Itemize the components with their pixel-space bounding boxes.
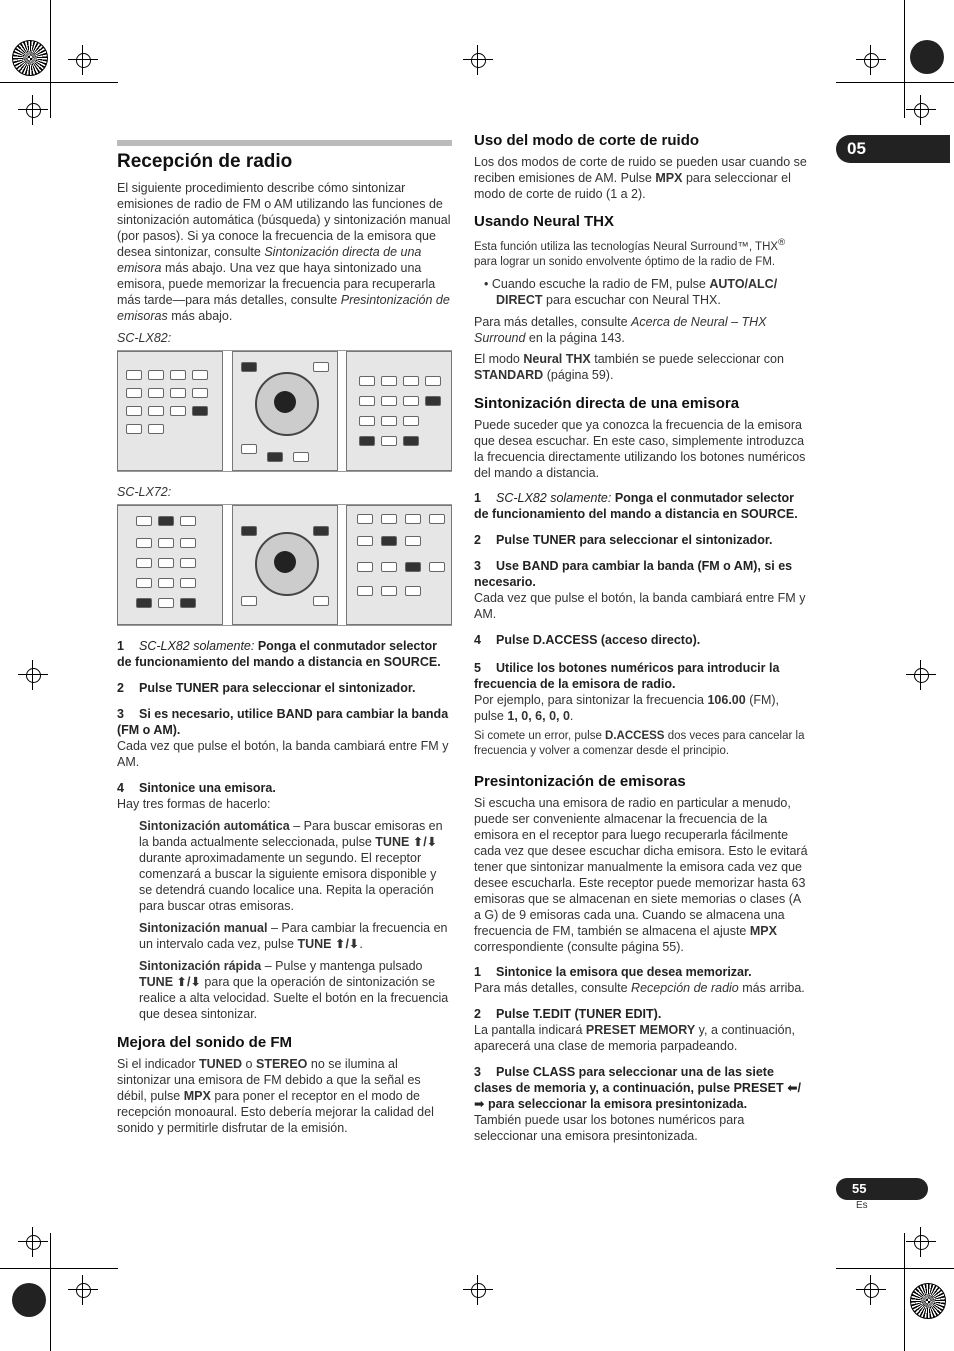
- fm-paragraph: Si el indicador TUNED o STEREO no se ilumina al sintonizar una emisora de FM debido a que la señal es débil, pulse MPX para poner el receptor en el modo de recepción monoaural. Esto debería mejorar la calidad del sonido y permitirle disfrutar de la emisión.: [117, 1057, 434, 1135]
- crosshair-mark: [463, 45, 493, 75]
- trim-line: [836, 1268, 954, 1269]
- trim-line: [904, 0, 905, 118]
- noise-paragraph: Los dos modos de corte de ruido se pueden usar cuando se reciben emisiones de AM. Pulse MPX para seleccionar el modo de corte de ruido (1 a 2).: [474, 155, 807, 201]
- registration-star-bottom-right: [910, 1283, 946, 1319]
- trim-line: [50, 0, 51, 118]
- page-number: 55: [836, 1178, 928, 1200]
- section-bar: [117, 140, 452, 146]
- remote-panel-numeric: [346, 505, 452, 625]
- remote-panel-tune: [232, 351, 338, 471]
- crosshair-mark: [463, 1275, 493, 1305]
- preset-step-1: 1 Sintonice la emisora que desea memorizar.: [474, 964, 752, 979]
- crosshair-mark: [18, 1227, 48, 1257]
- thx-more: Para más detalles, consulte Acerca de Neural – THX Surround en la página 143.: [474, 314, 767, 345]
- language-code: Es: [856, 1200, 868, 1211]
- crosshair-mark: [906, 660, 936, 690]
- right-column: [474, 132, 810, 1149]
- crosshair-mark: [856, 1275, 886, 1305]
- trim-line: [904, 1233, 905, 1351]
- preset-step-1-text: Para más detalles, consulte Recepción de radio más arriba.: [474, 980, 805, 995]
- crosshair-mark: [68, 1275, 98, 1305]
- trim-line: [836, 82, 954, 83]
- intro-paragraph: El siguiente procedimiento describe cómo sintonizar emisiones de radio de FM o AM utilizando las funciones de sintonización automática (búsqueda) y sintonización manual (por pasos). Si ya conoce la frecuencia de la emisora que desea sintonizar, consulte Sintonización directa de una emisora más abajo. Una vez que haya sintonizado una emisora, puede memorizar la frecuencia para recuperarla más tarde—para más detalles, consulte Presintonización de emisoras más abajo.: [117, 181, 451, 323]
- crosshair-mark: [18, 660, 48, 690]
- step-4-text: Hay tres formas de hacerlo:: [117, 797, 271, 811]
- left-column: [117, 140, 452, 1141]
- direct-error-note: Si comete un error, pulse D.ACCESS dos veces para cancelar la frecuencia y volver a comenzar desde el principio.: [474, 729, 805, 757]
- preset-step-3-text: También puede usar los botones numéricos para seleccionar una emisora presintonizada.: [474, 1112, 745, 1143]
- direct-step-3-text: Cada vez que pulse el botón, la banda cambiará entre FM y AM.: [474, 590, 806, 621]
- direct-paragraph: Puede suceder que ya conozca la frecuencia de la emisora que desea escuchar. En este caso, simplemente introduzca la frecuencia directamente utilizando los botones numéricos del mando a distancia.: [474, 417, 806, 480]
- remote-panel-tune: [232, 505, 338, 625]
- remote-illustration-lx72: [117, 504, 452, 626]
- crosshair-mark: [68, 45, 98, 75]
- fast-tuning: Sintonización rápida – Pulse y mantenga pulsado TUNE ⬆/⬇ para que la operación de sintonización se realice a alta velocidad. Suelte el botón en la frecuencia que desea sintonizar.: [139, 959, 449, 1021]
- direct-step-5-text: Por ejemplo, para sintonizar la frecuencia 106.00 (FM), pulse 1, 0, 6, 0, 0.: [474, 692, 780, 723]
- section-title: Recepción de radio: [117, 151, 293, 172]
- remote-panel-numeric: [346, 351, 452, 471]
- chapter-tab: 05: [836, 135, 950, 163]
- preset-title: Presintonización de emisoras: [474, 772, 686, 790]
- step-1: 1 SC-LX82 solamente: Ponga el conmutador selector de funcionamiento del mando a distancia en SOURCE.: [117, 639, 441, 669]
- thx-mode: El modo Neural THX también se puede seleccionar con STANDARD (página 59).: [474, 351, 784, 382]
- direct-step-5: 5 Utilice los botones numéricos para introducir la frecuencia de la emisora de radio.: [474, 660, 780, 691]
- preset-step-3: 3 Pulse CLASS para seleccionar una de las siete clases de memoria y, a continuación, pulse PRESET ⬅/➡ para seleccionar la emisora presintonizada.: [474, 1064, 802, 1111]
- direct-step-3: 3 Use BAND para cambiar la banda (FM o AM), si es necesario.: [474, 558, 793, 589]
- manual-tuning: Sintonización manual – Para cambiar la frecuencia en un intervalo cada vez, pulse TUNE ⬆/⬇.: [139, 921, 448, 951]
- registration-dot-top-right: [910, 40, 944, 74]
- crosshair-mark: [906, 1227, 936, 1257]
- trim-line: [0, 1268, 118, 1269]
- direct-title: Sintonización directa de una emisora: [474, 394, 740, 412]
- step-3-text: Cada vez que pulse el botón, la banda cambiará entre FM y AM.: [117, 739, 449, 769]
- auto-tuning: Sintonización automática – Para buscar emisoras en la banda actualmente seleccionada, pulse TUNE ⬆/⬇ durante aproximadamente un segundo. El receptor comenzará a buscar la siguiente emisora disponible y se detendrá cuando localice una. Repita la operación para buscar otras emisoras.: [139, 819, 443, 913]
- remote-panel-source: [117, 351, 223, 471]
- crosshair-mark: [18, 95, 48, 125]
- remote-panel-source: [117, 505, 223, 625]
- direct-step-4: 4 Pulse D.ACCESS (acceso directo).: [474, 632, 701, 647]
- step-2: 2 Pulse TUNER para seleccionar el sintonizador.: [117, 681, 416, 695]
- registration-star-top-left: [12, 40, 48, 76]
- direct-step-1: 1 SC-LX82 solamente: Ponga el conmutador selector de funcionamiento del mando a distancia en SOURCE.: [474, 490, 798, 521]
- crosshair-mark: [906, 95, 936, 125]
- model-label-lx72: SC-LX72:: [117, 485, 172, 499]
- thx-title: Usando Neural THX: [474, 213, 615, 230]
- preset-step-2: 2 Pulse T.EDIT (TUNER EDIT).: [474, 1006, 662, 1021]
- direct-step-2: 2 Pulse TUNER para seleccionar el sintonizador.: [474, 532, 773, 547]
- thx-paragraph: Esta función utiliza las tecnologías Neural Surround™, THX® para lograr un sonido envolvente óptimo de la radio de FM.: [474, 237, 786, 268]
- registration-dot-bottom-left: [12, 1283, 46, 1317]
- preset-paragraph: Si escucha una emisora de radio en particular a menudo, puede ser conveniente almacenar la frecuencia de la emisora en el receptor para luego recuperarla fácilmente cada vez que desee escuchar dicha emisora. Esto le evitará tener que sintonizar manualmente la emisora cada vez que desee escucharla. Este receptor puede memorizar hasta 63 emisoras que se almacenan en siete memorias o clases (A a G) de 9 emisoras cada una. Cuando se almacena una frecuencia de FM, también se almacena el ajuste MPX correspondiente (consulte página 55).: [474, 795, 808, 954]
- trim-line: [50, 1233, 51, 1351]
- step-4: 4 Sintonice una emisora.: [117, 781, 276, 795]
- remote-illustration-lx82: [117, 350, 452, 472]
- thx-bullet: • Cuando escuche la radio de FM, pulse AUTO/ALC/ DIRECT para escuchar con Neural THX.: [484, 276, 778, 307]
- preset-step-2-text: La pantalla indicará PRESET MEMORY y, a continuación, aparecerá una clase de memoria parpadeando.: [474, 1022, 796, 1053]
- model-label-lx82: SC-LX82:: [117, 331, 172, 345]
- step-3: 3 Si es necesario, utilice BAND para cambiar la banda (FM o AM).: [117, 707, 449, 737]
- fm-title: Mejora del sonido de FM: [117, 1034, 293, 1051]
- crosshair-mark: [856, 45, 886, 75]
- trim-line: [0, 82, 118, 83]
- noise-title: Uso del modo de corte de ruido: [474, 132, 700, 149]
